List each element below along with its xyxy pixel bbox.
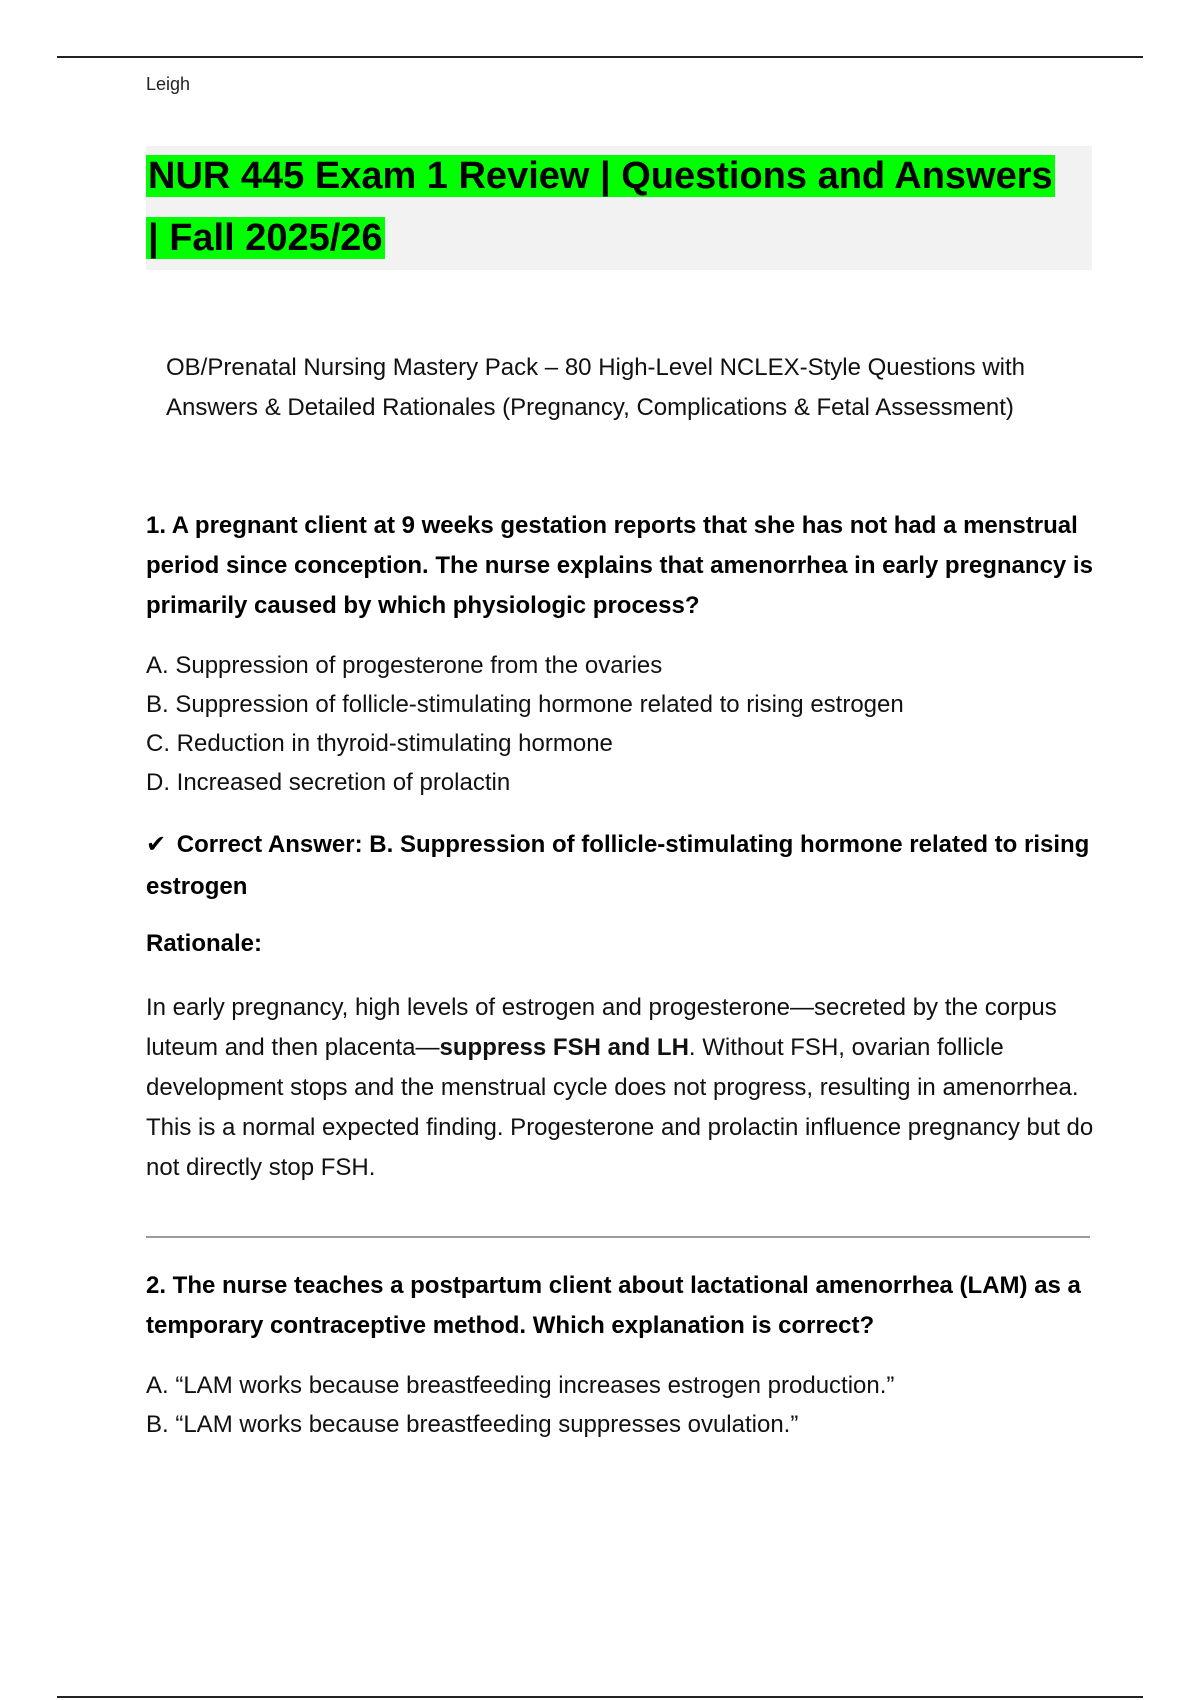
option-d: D. Increased secretion of prolactin [146,769,511,796]
question-1-options [146,646,1096,802]
rationale-text [146,988,1096,1188]
question-divider [146,1236,1090,1238]
question-1: 1. A pregnant client at 9 weeks gestation reports that she has not had a menstrual period since conception. The nurse explains that amenorrhea in early pregnancy is primarily caused by which physiologic process? [146,512,1093,619]
footer-rule [57,1696,1143,1698]
correct-answer-text: Correct Answer: B. Suppression of follicle-stimulating hormone related to rising estrogen [146,831,1090,900]
title-line-1: NUR 445 Exam 1 Review | Questions and Answers [148,155,1053,197]
option-b: B. Suppression of follicle-stimulating hormone related to rising estrogen [146,691,904,718]
option-a: A. Suppression of progesterone from the ovaries [146,652,663,679]
question-2-options [146,1366,1096,1444]
rationale-part-2: . Without FSH, ovarian follicle development stops and the menstrual cycle does not progress, resulting in amenorrhea. This is a normal expected finding. Progesterone and prolactin influence pregnancy but do not directly stop FSH. [146,1034,1094,1181]
header-author: Leigh [146,74,191,94]
rationale-label: Rationale: [146,930,263,957]
checkmark-icon: ✔ [146,831,167,858]
title-line-2: | Fall 2025/26 [148,217,383,259]
option-b: B. “LAM works because breastfeeding suppresses ovulation.” [146,1411,799,1438]
option-a: A. “LAM works because breastfeeding increases estrogen production.” [146,1372,895,1399]
question-2: 2. The nurse teaches a postpartum client about lactational amenorrhea (LAM) as a temporary contraceptive method. Which explanation is correct? [146,1272,1081,1339]
header-rule [57,56,1143,58]
rationale-emphasis: suppress FSH and LH [439,1034,689,1061]
correct-answer [146,824,1096,908]
rationale-part-1: In early pregnancy, high levels of estrogen and progesterone—secreted by the corpus luteum and then placenta— [146,994,1057,1061]
document-subtitle: OB/Prenatal Nursing Mastery Pack – 80 High-Level NCLEX-Style Questions with Answers & Detailed Rationales (Pregnancy, Complications & Fetal Assessment) [166,354,1026,421]
document-title [146,145,1086,269]
option-c: C. Reduction in thyroid-stimulating hormone [146,730,613,757]
